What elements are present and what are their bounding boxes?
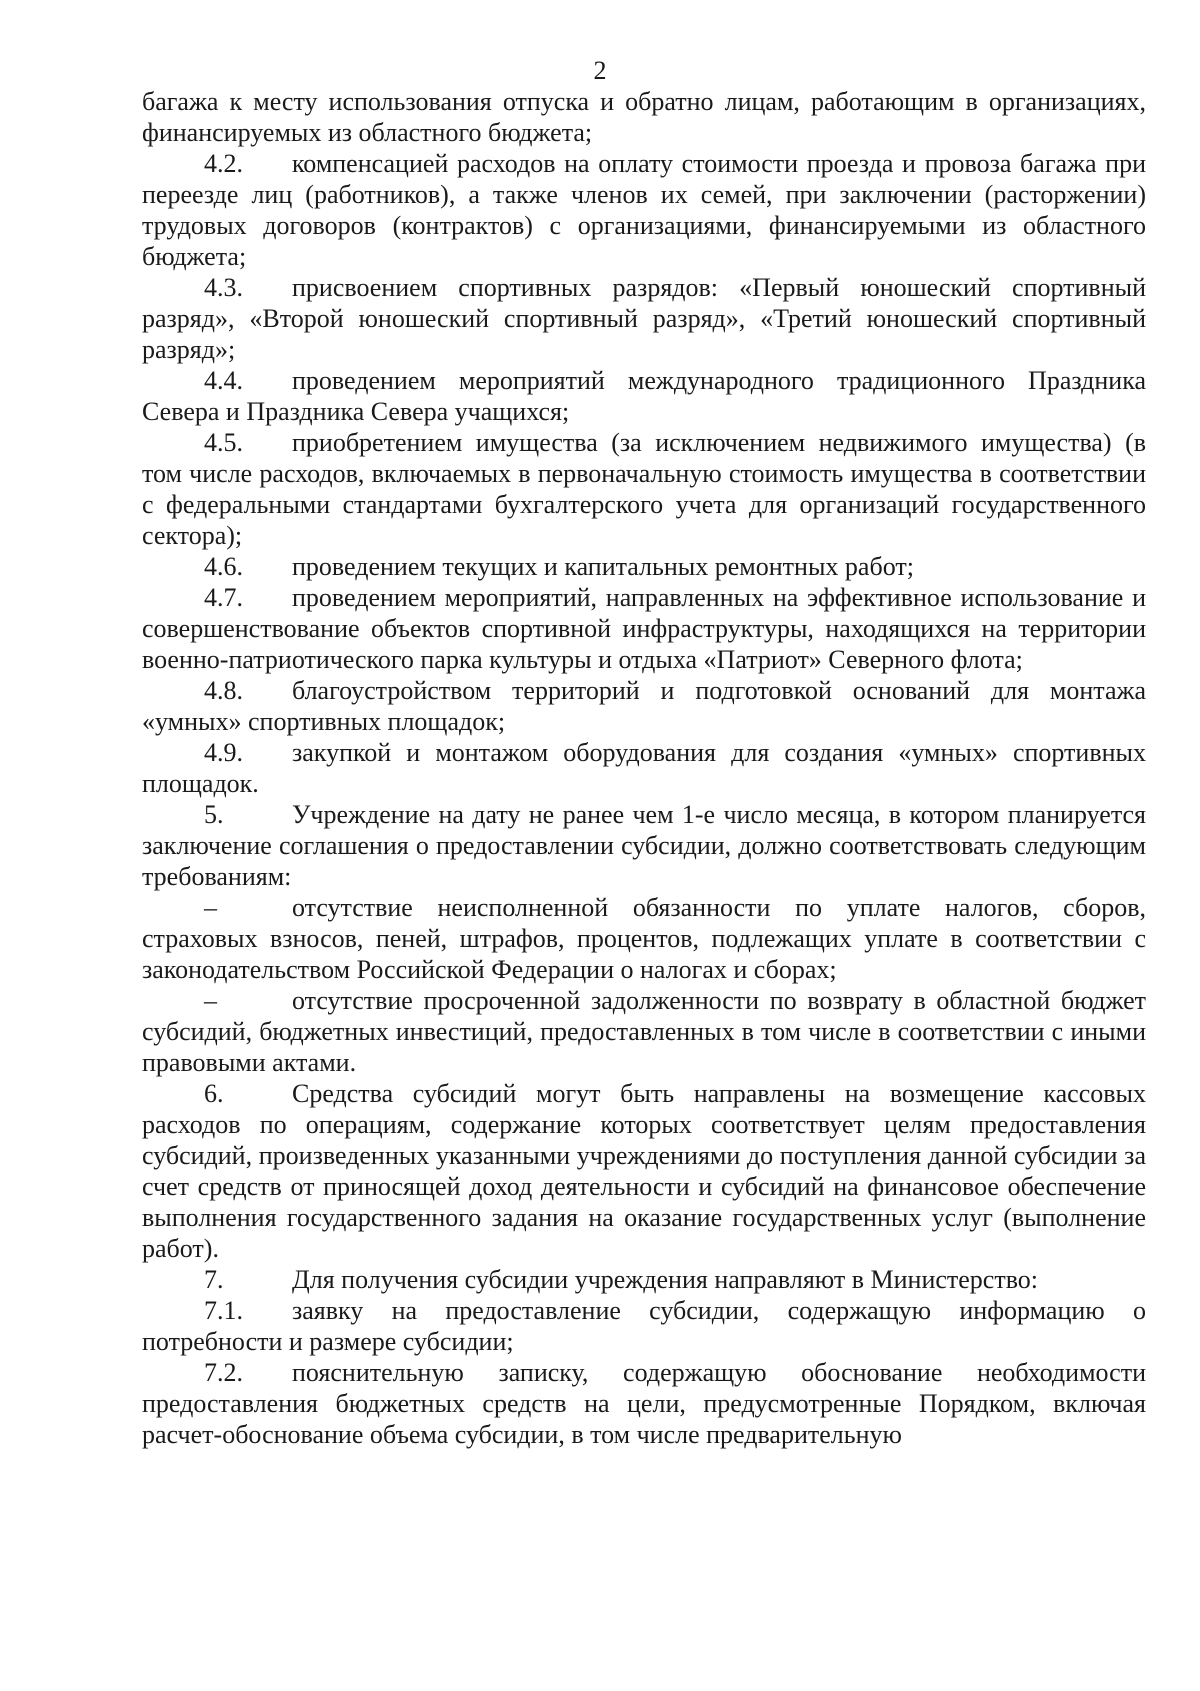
paragraph-4-9 [142, 737, 1146, 799]
paragraph-number: 4.3. [204, 273, 243, 302]
paragraph-text: проведением мероприятий, направленных на эффективное использование и совершенствование объектов спортивной инфраструктуры, находящихся на территории военно-патриотического парка культуры и отдыха «Патриот» Северного флота; [142, 583, 1146, 674]
paragraph-text: благоустройством территорий и подготовкой оснований для монтажа «умных» спортивных площадок; [142, 676, 1146, 736]
document-body [142, 86, 1146, 1450]
paragraph-text: присвоением спортивных разрядов: «Первый юношеский спортивный разряд», «Второй юношеский спортивный разряд», «Третий юношеский спортивный разряд»; [142, 273, 1146, 364]
paragraph-number: 5. [204, 800, 224, 829]
paragraph-number: 4.4. [204, 366, 243, 395]
paragraph-number: 7.2. [204, 1358, 243, 1387]
paragraph-continuation [142, 86, 1146, 148]
paragraph-4-4 [142, 365, 1146, 427]
paragraph-text: отсутствие просроченной задолженности по возврату в областной бюджет субсидий, бюджетных инвестиций, предоставленных в том числе в соответствии с иными правовыми актами. [142, 986, 1146, 1077]
paragraph-text: Средства субсидий могут быть направлены на возмещение кассовых расходов по операциям, содержание которых соответствует целям предоставления субсидий, произведенных указанными учреждениями до поступления данной субсидии за счет средств от приносящей доход деятельности и субсидий на финансовое обеспечение выполнения государственного задания на оказание государственных услуг (выполнение работ). [142, 1079, 1146, 1263]
paragraph-text: проведением мероприятий международного традиционного Праздника Севера и Праздника Севера учащихся; [142, 366, 1146, 426]
paragraph-number: 6. [204, 1079, 224, 1108]
list-dash: – [204, 893, 217, 922]
paragraph-4-2 [142, 148, 1146, 272]
paragraph-7-1 [142, 1295, 1146, 1357]
requirement-item-debt [142, 985, 1146, 1078]
paragraph-text: Учреждение на дату не ранее чем 1-е число месяца, в котором планируется заключение соглашения о предоставлении субсидии, должно соответствовать следующим требованиям: [142, 800, 1146, 891]
paragraph-number: 4.9. [204, 738, 243, 767]
paragraph-number: 4.5. [204, 428, 243, 457]
paragraph-text: отсутствие неисполненной обязанности по уплате налогов, сборов, страховых взносов, пеней, штрафов, процентов, подлежащих уплате в соответствии с законодательством Российской Федерации о налогах и сборах; [142, 893, 1146, 984]
list-dash: – [204, 986, 217, 1015]
paragraph-number: 4.6. [204, 552, 243, 581]
requirement-item-taxes [142, 892, 1146, 985]
paragraph-number: 4.8. [204, 676, 243, 705]
paragraph-4-6 [142, 551, 1146, 582]
page-number: 2 [593, 56, 607, 85]
paragraph-4-7 [142, 582, 1146, 675]
paragraph-4-5 [142, 427, 1146, 551]
paragraph-text: проведением текущих и капитальных ремонтных работ; [292, 552, 914, 581]
paragraph-6 [142, 1078, 1146, 1264]
paragraph-5 [142, 799, 1146, 892]
paragraph-number: 4.2. [204, 149, 243, 178]
paragraph-text: приобретением имущества (за исключением недвижимого имущества) (в том числе расходов, включаемых в первоначальную стоимость имущества в соответствии с федеральными стандартами бухгалтерского учета для организаций государственного сектора); [142, 428, 1146, 550]
paragraph-number: 4.7. [204, 583, 243, 612]
paragraph-text: заявку на предоставление субсидии, содержащую информацию о потребности и размере субсидии; [142, 1296, 1146, 1356]
paragraph-4-3 [142, 272, 1146, 365]
paragraph-text: компенсацией расходов на оплату стоимости проезда и провоза багажа при переезде лиц (работников), а также членов их семей, при заключении (расторжении) трудовых договоров (контрактов) с организациями, финансируемыми из областного бюджета; [142, 149, 1146, 271]
paragraph-7 [142, 1264, 1146, 1295]
paragraph-text: пояснительную записку, содержащую обоснование необходимости предоставления бюджетных средств на цели, предусмотренные Порядком, включая расчет-обоснование объема субсидии, в том числе предварительную [142, 1358, 1146, 1449]
paragraph-number: 7. [204, 1265, 224, 1294]
paragraph-4-8 [142, 675, 1146, 737]
paragraph-7-2 [142, 1357, 1146, 1450]
paragraph-text: багажа к месту использования отпуска и обратно лицам, работающим в организациях, финансируемых из областного бюджета; [142, 87, 1146, 147]
paragraph-number: 7.1. [204, 1296, 243, 1325]
paragraph-text: закупкой и монтажом оборудования для создания «умных» спортивных площадок. [142, 738, 1146, 798]
paragraph-text: Для получения субсидии учреждения направляют в Министерство: [292, 1265, 1039, 1294]
